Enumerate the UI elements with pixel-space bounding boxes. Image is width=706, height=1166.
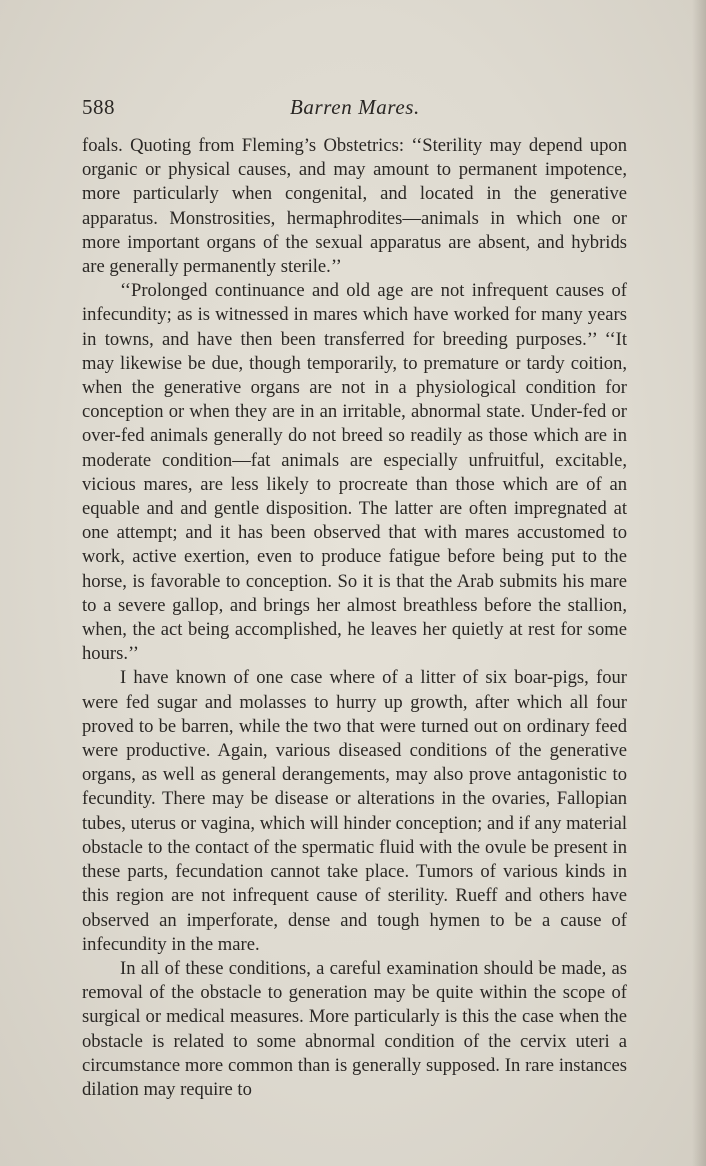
page-number: 588 bbox=[82, 95, 115, 119]
running-title: Barren Mares. bbox=[290, 95, 420, 119]
paragraph-2: ‘‘Prolonged continuance and old age are not infrequent causes of infecundity; as is witnessed in mares which have worked for many years in towns, and have then been transferred for breeding purposes.’’ ‘‘It may likewise be due, though temporarily, to premature or tardy coition, when the generative organs are not in a physiological condition for conception or when they are in an irritable, abnormal state. Under-fed or over-fed animals generally do not breed so readily as those which are in moderate condition—fat animals are especially unfruitful, excitable, vicious mares, are less likely to procreate than those which are of an equable and and gentle disposition. The latter are often impregnated at one attempt; and it has been observed that with mares accustomed to work, active exertion, even to produce fatigue before being put to the horse, is favorable to conception. So it is that the Arab submits his mare to a severe gallop, and brings her almost breathless before the stallion, when, the act being accomplished, he leaves her quietly at rest for some hours.’’ bbox=[82, 280, 627, 665]
body-text bbox=[82, 134, 627, 1102]
paragraph-4: In all of these conditions, a careful examination should be made, as removal of the obstacle to generation may be quite within the scope of surgical or medical measures. More particularly is this the case when the obstacle is related to some abnormal condition of the cervix uteri a circumstance more common than is generally supposed. In rare instances dilation may require to bbox=[82, 957, 627, 1100]
paragraph-3: I have known of one case where of a litter of six boar-pigs, four were fed sugar and molasses to hurry up growth, after which all four proved to be barren, while the two that were turned out on ordinary feed were productive. Again, various diseased conditions of the generative organs, as well as general derangements, may also prove antagonistic to fecundity. There may be disease or alterations in the ovaries, Fallopian tubes, uterus or vagina, which will hinder conception; and if any material obstacle to the contact of the spermatic fluid with the ovule be present in these parts, fecundation cannot take place. Tumors of various kinds in this region are not infrequent cause of sterility. Rueff and others have observed an imperforate, dense and tough hymen to be a cause of infecundity in the mare. bbox=[82, 667, 627, 955]
paragraph-1: foals. Quoting from Fleming’s Obstetrics: ‘‘Sterility may depend upon organic or physical causes, and may amount to permanent impotence, more particularly when congenital, and located in the generative apparatus. Monstrosities, hermaphrodites—animals in which one or more important organs of the sexual apparatus are absent, and hybrids are generally permanently sterile.’’ bbox=[82, 135, 627, 278]
page-edge-shadow bbox=[692, 0, 706, 1166]
page-header bbox=[82, 95, 627, 125]
